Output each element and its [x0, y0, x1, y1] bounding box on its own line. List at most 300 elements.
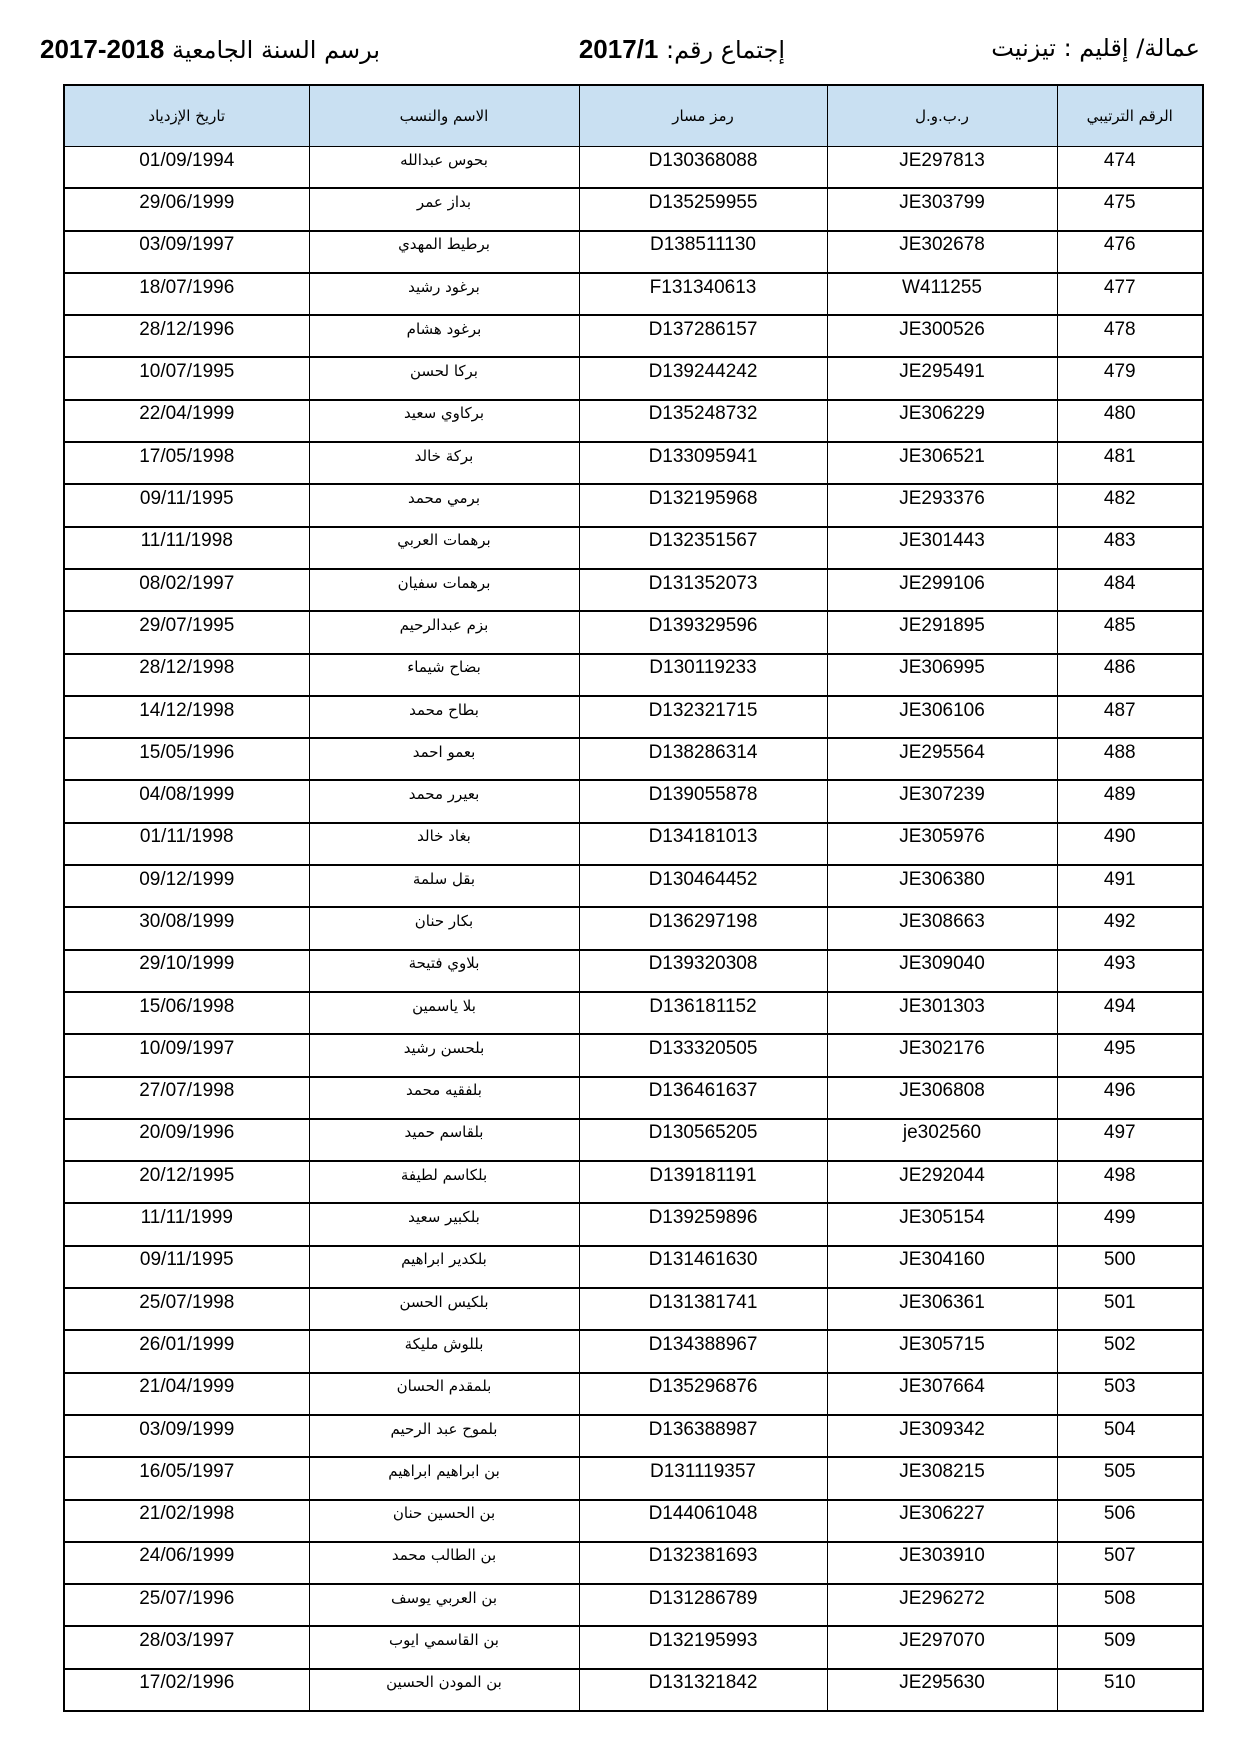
- document-header: [40, 34, 1200, 74]
- full-name-cell-text: برمي محمد: [407, 489, 481, 508]
- birthdate-cell-text: 25/07/1998: [139, 1291, 235, 1313]
- table-row: [64, 992, 1203, 1034]
- full-name-cell-text: برغود هشام: [406, 319, 482, 338]
- cin-cell-text: JE291895: [899, 614, 985, 636]
- birthdate-cell-text: 29/10/1999: [139, 953, 235, 975]
- massar-code-cell-text: D139329596: [648, 614, 758, 636]
- table-row: [64, 738, 1203, 780]
- table-row: [64, 147, 1203, 189]
- table-row: [64, 400, 1203, 442]
- massar-code-cell-text: D135248732: [648, 403, 758, 425]
- massar-code-cell: [579, 231, 827, 273]
- cin-cell-text: JE297813: [899, 149, 985, 171]
- full-name-cell-text: بلموح عبد الرحيم: [390, 1419, 498, 1438]
- full-name-cell: [309, 1373, 579, 1415]
- birthdate-cell-text: 01/11/1998: [139, 826, 234, 848]
- full-name-cell: [309, 1246, 579, 1288]
- full-name-cell: [309, 1034, 579, 1076]
- cin-cell: [827, 147, 1057, 189]
- table-row: [64, 1500, 1203, 1542]
- serial-number-cell: [1057, 1373, 1203, 1415]
- serial-number-cell: [1057, 1119, 1203, 1161]
- full-name-cell: [309, 865, 579, 907]
- full-name-cell: [309, 950, 579, 992]
- table-row: [64, 315, 1203, 357]
- full-name-cell: [309, 1542, 579, 1584]
- massar-code-cell-text: D144061048: [648, 1503, 758, 1525]
- massar-code-cell: [579, 1626, 827, 1668]
- birthdate-cell: [64, 1457, 309, 1499]
- serial-number-cell: [1057, 1161, 1203, 1203]
- full-name-cell-text: بركاوي سعيد: [403, 404, 485, 423]
- birthdate-cell-text: 20/12/1995: [139, 1164, 235, 1186]
- massar-code-cell-text: D130368088: [648, 149, 758, 171]
- massar-code-cell: [579, 654, 827, 696]
- massar-code-cell: [579, 1077, 827, 1119]
- massar-code-cell-text: D134388967: [648, 1333, 758, 1355]
- serial-number-cell-text: 483: [1103, 530, 1136, 552]
- serial-number-cell: [1057, 1669, 1203, 1711]
- serial-number-cell: [1057, 1457, 1203, 1499]
- birthdate-cell-text: 27/07/1998: [139, 1080, 235, 1102]
- cin-cell: [827, 1077, 1057, 1119]
- full-name-cell: [309, 1457, 579, 1499]
- birthdate-cell: [64, 231, 309, 273]
- serial-number-cell-text: 491: [1103, 868, 1136, 890]
- birthdate-cell: [64, 907, 309, 949]
- academic-year-label: برسم السنة الجامعية: [171, 36, 381, 64]
- massar-code-cell-text: D132381693: [648, 1545, 758, 1567]
- table-row: [64, 1415, 1203, 1457]
- serial-number-cell-text: 488: [1103, 741, 1136, 763]
- serial-number-cell: [1057, 1500, 1203, 1542]
- table-row: [64, 357, 1203, 399]
- table-row: [64, 1626, 1203, 1668]
- massar-code-cell-text: D139055878: [648, 784, 758, 806]
- full-name-cell: [309, 442, 579, 484]
- massar-code-cell-text: D137286157: [648, 318, 758, 340]
- table-row: [64, 611, 1203, 653]
- full-name-cell-text: برغود رشيد: [408, 277, 480, 296]
- massar-code-cell: [579, 1246, 827, 1288]
- full-name-cell: [309, 1415, 579, 1457]
- cin-cell-text: JE308663: [899, 910, 985, 932]
- birthdate-cell-text: 14/12/1998: [139, 699, 235, 721]
- cin-cell: [827, 1500, 1057, 1542]
- cin-cell: [827, 1161, 1057, 1203]
- table-row: [64, 442, 1203, 484]
- table-row: [64, 569, 1203, 611]
- birthdate-cell-text: 28/12/1998: [139, 657, 235, 679]
- cin-cell-text: JE306380: [899, 868, 985, 890]
- massar-code-cell: [579, 1119, 827, 1161]
- massar-code-cell: [579, 569, 827, 611]
- cin-cell: [827, 315, 1057, 357]
- serial-number-cell: [1057, 1034, 1203, 1076]
- cin-cell: [827, 1584, 1057, 1626]
- serial-number-cell: [1057, 780, 1203, 822]
- cin-cell-text: je302560: [902, 1122, 982, 1144]
- birthdate-cell-text: 11/11/1999: [140, 1207, 233, 1229]
- birthdate-cell: [64, 527, 309, 569]
- cin-cell-text: JE305154: [899, 1207, 985, 1229]
- full-name-cell-text: بن ابراهيم ابراهيم: [388, 1461, 500, 1480]
- birthdate-cell: [64, 1161, 309, 1203]
- cin-cell: [827, 527, 1057, 569]
- header-row: [64, 85, 1203, 147]
- cin-cell: [827, 1203, 1057, 1245]
- massar-code-cell-text: D130464452: [648, 868, 758, 890]
- serial-number-cell-text: 490: [1103, 826, 1136, 848]
- full-name-cell-text: بن العربي يوسف: [390, 1588, 498, 1607]
- serial-number-cell-text: 501: [1103, 1291, 1136, 1313]
- table-row: [64, 1542, 1203, 1584]
- full-name-cell-text: بداز عمر: [416, 192, 472, 211]
- birthdate-cell-text: 22/04/1999: [139, 403, 235, 425]
- cin-cell: [827, 484, 1057, 526]
- table-row: [64, 1330, 1203, 1372]
- birthdate-cell-text: 09/11/1995: [139, 488, 234, 510]
- massar-code-cell-text: D135296876: [648, 1376, 758, 1398]
- cin-cell: [827, 992, 1057, 1034]
- full-name-cell: [309, 527, 579, 569]
- full-name-cell-text: بن المودن الحسين: [386, 1673, 502, 1692]
- full-name-cell-text: بغاد خالد: [417, 827, 471, 846]
- massar-code-cell-text: D135259955: [648, 191, 758, 213]
- cin-cell-text: JE306227: [899, 1503, 985, 1525]
- cin-cell-text: JE297070: [899, 1630, 985, 1652]
- cin-cell-text: JE300526: [899, 318, 985, 340]
- massar-code-cell: [579, 1457, 827, 1499]
- cin-cell-text: JE293376: [899, 488, 985, 510]
- birthdate-cell-text: 08/02/1997: [139, 572, 235, 594]
- full-name-cell: [309, 1203, 579, 1245]
- birthdate-cell: [64, 1415, 309, 1457]
- serial-number-cell: [1057, 484, 1203, 526]
- birthdate-cell: [64, 654, 309, 696]
- table-row: [64, 1119, 1203, 1161]
- birthdate-cell-text: 28/12/1996: [139, 318, 235, 340]
- full-name-cell: [309, 738, 579, 780]
- full-name-cell: [309, 1161, 579, 1203]
- massar-code-cell-text: D139244242: [648, 361, 758, 383]
- massar-code-cell: [579, 442, 827, 484]
- birthdate-cell: [64, 1288, 309, 1330]
- full-name-cell: [309, 654, 579, 696]
- cin-cell-text: JE296272: [899, 1587, 985, 1609]
- birthdate-cell-text: 20/09/1996: [139, 1122, 235, 1144]
- full-name-cell: [309, 484, 579, 526]
- full-name-cell-text: بلكدير ابراهيم: [401, 1250, 487, 1269]
- massar-code-cell-text: D136388987: [648, 1418, 758, 1440]
- cin-cell-text: JE306995: [899, 657, 985, 679]
- cin-cell-text: W411255: [902, 276, 982, 298]
- serial-number-cell: [1057, 907, 1203, 949]
- massar-code-cell-text: D132321715: [648, 699, 758, 721]
- cin-cell: [827, 823, 1057, 865]
- massar-code-cell: [579, 780, 827, 822]
- massar-code-cell-text: D138286314: [648, 741, 758, 763]
- birthdate-cell-text: 21/02/1998: [139, 1503, 235, 1525]
- serial-number-cell: [1057, 992, 1203, 1034]
- meeting-number: 2017/1: [578, 34, 659, 64]
- serial-number-cell-text: 480: [1103, 403, 1136, 425]
- serial-number-cell-text: 477: [1103, 276, 1136, 298]
- massar-code-cell: [579, 315, 827, 357]
- cin-cell-text: JE309342: [899, 1418, 985, 1440]
- birthdate-cell-text: 09/12/1999: [139, 868, 235, 890]
- massar-code-cell: [579, 1415, 827, 1457]
- birthdate-cell: [64, 1373, 309, 1415]
- massar-code-cell: [579, 1500, 827, 1542]
- massar-code-cell-text: D133095941: [648, 445, 758, 467]
- table-row: [64, 907, 1203, 949]
- serial-number-cell: [1057, 357, 1203, 399]
- serial-number-cell: [1057, 654, 1203, 696]
- serial-number-cell: [1057, 1203, 1203, 1245]
- serial-number-cell-text: 492: [1103, 910, 1136, 932]
- table-row: [64, 231, 1203, 273]
- full-name-cell: [309, 1500, 579, 1542]
- table-row: [64, 1034, 1203, 1076]
- cin-cell-text: JE307664: [899, 1376, 985, 1398]
- massar-code-cell: [579, 611, 827, 653]
- massar-code-cell-text: D139259896: [648, 1207, 758, 1229]
- cin-cell: [827, 907, 1057, 949]
- serial-number-cell: [1057, 400, 1203, 442]
- full-name-cell: [309, 1077, 579, 1119]
- full-name-cell: [309, 907, 579, 949]
- table-row: [64, 1161, 1203, 1203]
- massar-code-cell: [579, 823, 827, 865]
- massar-code-cell-text: D131461630: [648, 1249, 758, 1271]
- full-name-cell-text: بركة خالد: [414, 446, 474, 465]
- serial-number-cell-text: 479: [1103, 361, 1136, 383]
- table-row: [64, 1246, 1203, 1288]
- cin-cell: [827, 273, 1057, 315]
- serial-number-cell-text: 500: [1103, 1249, 1136, 1271]
- birthdate-cell: [64, 823, 309, 865]
- full-name-cell-text: بن القاسمي ايوب: [389, 1631, 499, 1650]
- full-name-cell: [309, 231, 579, 273]
- full-name-cell-text: بلكيس الحسن: [399, 1292, 489, 1311]
- massar-code-cell-text: D130565205: [648, 1122, 758, 1144]
- full-name-cell: [309, 273, 579, 315]
- serial-number-cell-text: 476: [1103, 234, 1136, 256]
- birthdate-cell: [64, 357, 309, 399]
- birthdate-cell: [64, 1542, 309, 1584]
- table-row: [64, 1669, 1203, 1711]
- full-name-cell-text: بن الطالب محمد: [391, 1546, 497, 1565]
- birthdate-cell: [64, 1669, 309, 1711]
- massar-code-cell: [579, 865, 827, 907]
- birthdate-cell: [64, 1584, 309, 1626]
- cin-cell: [827, 569, 1057, 611]
- student-roster-table: [63, 84, 1204, 1712]
- table-row: [64, 696, 1203, 738]
- birthdate-cell-text: 28/03/1997: [139, 1630, 235, 1652]
- serial-number-cell-text: 496: [1103, 1080, 1136, 1102]
- academic-year-title: [40, 34, 380, 65]
- table-row: [64, 1288, 1203, 1330]
- massar-code-cell-text: D131321842: [648, 1672, 758, 1694]
- cin-cell: [827, 1034, 1057, 1076]
- full-name-cell: [309, 1288, 579, 1330]
- cin-cell: [827, 950, 1057, 992]
- serial-number-cell-text: 475: [1103, 191, 1136, 213]
- massar-code-cell: [579, 1542, 827, 1584]
- birthdate-cell: [64, 1246, 309, 1288]
- cin-cell-text: JE306808: [899, 1080, 985, 1102]
- birthdate-cell-text: 09/11/1995: [139, 1249, 234, 1271]
- cin-cell: [827, 1415, 1057, 1457]
- birthdate-cell: [64, 315, 309, 357]
- massar-code-cell: [579, 147, 827, 189]
- full-name-cell-text: بلكبير سعيد: [408, 1208, 480, 1227]
- full-name-cell: [309, 357, 579, 399]
- cin-cell-text: JE308215: [899, 1460, 985, 1482]
- cin-cell: [827, 1669, 1057, 1711]
- cin-cell-text: JE306229: [899, 403, 985, 425]
- serial-number-cell: [1057, 442, 1203, 484]
- massar-code-cell: [579, 1330, 827, 1372]
- serial-number-cell: [1057, 1288, 1203, 1330]
- serial-number-cell-text: 509: [1103, 1630, 1136, 1652]
- cin-cell: [827, 1542, 1057, 1584]
- table-row: [64, 188, 1203, 230]
- cin-cell-text: JE309040: [899, 953, 985, 975]
- cin-cell: [827, 188, 1057, 230]
- full-name-cell: [309, 1669, 579, 1711]
- full-name-cell-text: برهمات سفيان: [397, 573, 491, 592]
- serial-number-cell: [1057, 315, 1203, 357]
- serial-number-cell: [1057, 569, 1203, 611]
- cin-cell: [827, 442, 1057, 484]
- massar-code-cell-text: D132195993: [648, 1630, 758, 1652]
- full-name-cell-text: بللوش مليكة: [404, 1334, 484, 1353]
- full-name-cell: [309, 400, 579, 442]
- cin-cell: [827, 357, 1057, 399]
- massar-code-cell: [579, 527, 827, 569]
- serial-number-cell-text: 481: [1103, 445, 1136, 467]
- birthdate-cell: [64, 400, 309, 442]
- massar-code-cell-text: D136461637: [648, 1080, 758, 1102]
- serial-number-cell-text: 478: [1103, 318, 1136, 340]
- massar-code-cell: [579, 400, 827, 442]
- birthdate-cell: [64, 1034, 309, 1076]
- serial-number-cell-text: 506: [1103, 1503, 1136, 1525]
- serial-number-cell: [1057, 273, 1203, 315]
- serial-number-cell: [1057, 1415, 1203, 1457]
- full-name-cell-text: بلفقيه محمد: [406, 1081, 482, 1100]
- serial-number-cell-text: 508: [1103, 1587, 1136, 1609]
- massar-code-cell-text: D134181013: [648, 826, 758, 848]
- serial-number-cell: [1057, 231, 1203, 273]
- massar-code-cell-text: D131352073: [648, 572, 758, 594]
- massar-code-cell-text: D130119233: [649, 657, 757, 679]
- column-header-name: الاسم والنسب: [309, 85, 579, 147]
- birthdate-cell: [64, 1330, 309, 1372]
- birthdate-cell-text: 21/04/1999: [139, 1376, 235, 1398]
- table-row: [64, 273, 1203, 315]
- massar-code-cell: [579, 188, 827, 230]
- column-header-cin: ر.ب.و.ل: [827, 85, 1057, 147]
- massar-code-cell: [579, 1161, 827, 1203]
- massar-code-cell-text: F131340613: [649, 276, 757, 298]
- cin-cell: [827, 696, 1057, 738]
- cin-cell-text: JE301443: [899, 530, 985, 552]
- serial-number-cell: [1057, 1077, 1203, 1119]
- cin-cell: [827, 1373, 1057, 1415]
- birthdate-cell-text: 01/09/1994: [139, 149, 235, 171]
- full-name-cell-text: بلمقدم الحسان: [396, 1377, 492, 1396]
- column-header-serial: الرقم الترتيبي: [1057, 85, 1203, 147]
- birthdate-cell: [64, 696, 309, 738]
- serial-number-cell: [1057, 1330, 1203, 1372]
- massar-code-cell-text: D132195968: [648, 488, 758, 510]
- cin-cell-text: JE295630: [899, 1672, 985, 1694]
- birthdate-cell: [64, 865, 309, 907]
- serial-number-cell-text: 486: [1103, 657, 1136, 679]
- birthdate-cell-text: 17/05/1998: [139, 445, 235, 467]
- cin-cell: [827, 738, 1057, 780]
- cin-cell: [827, 400, 1057, 442]
- serial-number-cell-text: 484: [1103, 572, 1136, 594]
- full-name-cell-text: بن الحسين حنان: [392, 1504, 496, 1523]
- cin-cell: [827, 1330, 1057, 1372]
- cin-cell-text: JE306521: [899, 445, 985, 467]
- massar-code-cell-text: D139320308: [648, 953, 758, 975]
- serial-number-cell: [1057, 696, 1203, 738]
- region-label: عمالة/ إقليم : تيزنيت: [991, 34, 1200, 62]
- table-row: [64, 1373, 1203, 1415]
- massar-code-cell-text: D138511130: [649, 234, 756, 256]
- massar-code-cell-text: D131381741: [648, 1291, 758, 1313]
- cin-cell-text: JE306106: [899, 699, 985, 721]
- full-name-cell-text: بطاح محمد: [409, 700, 479, 719]
- full-name-cell: [309, 992, 579, 1034]
- full-name-cell-text: بزم عبدالرحيم: [399, 615, 489, 634]
- cin-cell-text: JE307239: [899, 784, 985, 806]
- table-row: [64, 1584, 1203, 1626]
- birthdate-cell-text: 03/09/1997: [139, 234, 235, 256]
- cin-cell-text: JE299106: [899, 572, 985, 594]
- massar-code-cell-text: D136297198: [648, 910, 758, 932]
- birthdate-cell-text: 25/07/1996: [139, 1587, 235, 1609]
- birthdate-cell-text: 15/06/1998: [139, 995, 235, 1017]
- full-name-cell: [309, 611, 579, 653]
- massar-code-cell: [579, 1034, 827, 1076]
- full-name-cell: [309, 1626, 579, 1668]
- cin-cell-text: JE295491: [899, 361, 985, 383]
- serial-number-cell: [1057, 611, 1203, 653]
- birthdate-cell-text: 03/09/1999: [139, 1418, 235, 1440]
- full-name-cell: [309, 188, 579, 230]
- serial-number-cell-text: 474: [1103, 149, 1136, 171]
- cin-cell-text: JE303799: [899, 191, 985, 213]
- column-header-massar: رمز مسار: [579, 85, 827, 147]
- birthdate-cell: [64, 1203, 309, 1245]
- full-name-cell: [309, 315, 579, 357]
- birthdate-cell-text: 26/01/1999: [139, 1333, 235, 1355]
- massar-code-cell: [579, 992, 827, 1034]
- full-name-cell: [309, 823, 579, 865]
- massar-code-cell: [579, 273, 827, 315]
- massar-code-cell-text: D131286789: [648, 1587, 758, 1609]
- serial-number-cell-text: 482: [1103, 488, 1136, 510]
- meeting-title: [579, 34, 785, 65]
- massar-code-cell-text: D139181191: [649, 1164, 757, 1186]
